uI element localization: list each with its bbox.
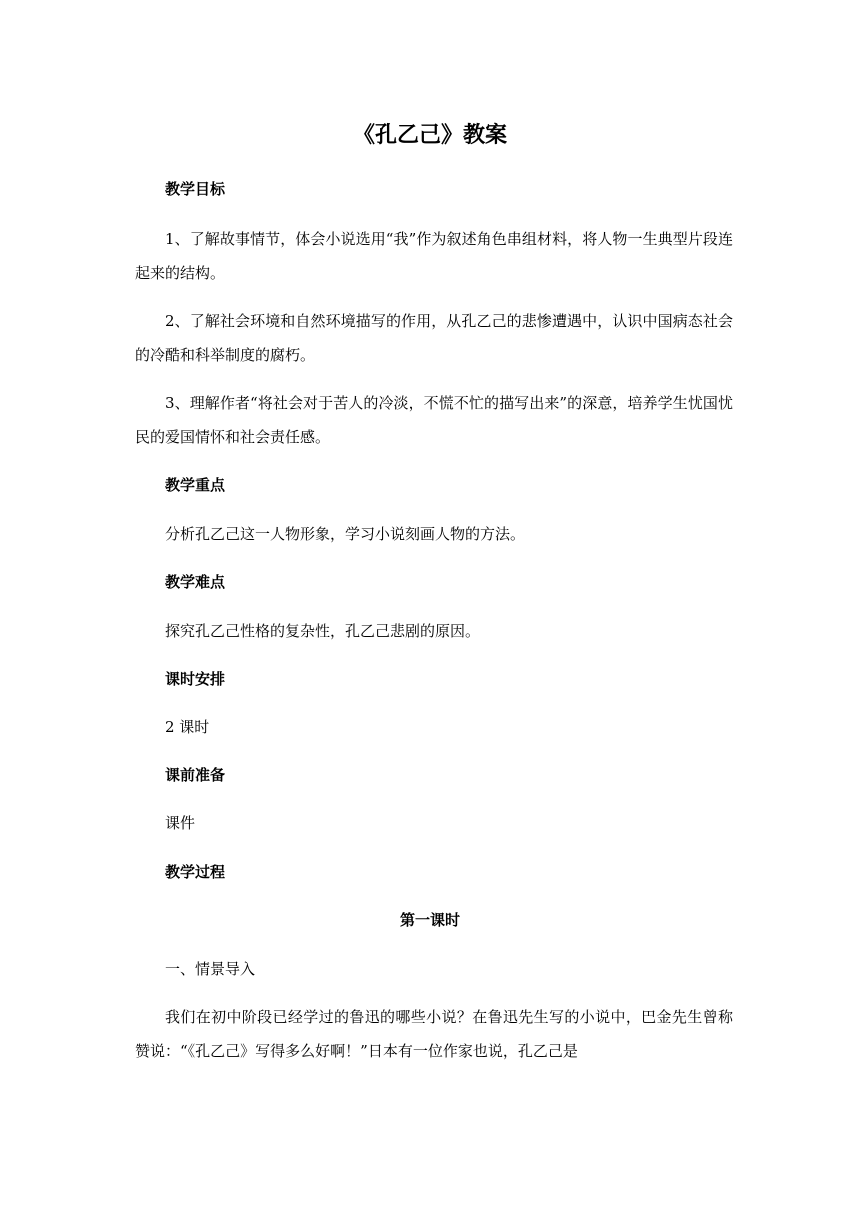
preparation-heading: 课前准备 bbox=[165, 766, 226, 784]
key-points-text: 分析孔乙己这一人物形象，学习小说刻画人物的方法。 bbox=[165, 525, 526, 543]
intro-paragraph: 我们在初中阶段已经学过的鲁迅的哪些小说？在鲁迅先生写的小说中，巴金先生曾称赞说：“《孔乙己》写得多么好啊！”日本有一位作家也说，孔乙己是 bbox=[135, 1008, 733, 1060]
lesson-title: 第一课时 bbox=[399, 911, 460, 929]
process-heading: 教学过程 bbox=[165, 863, 226, 881]
objective-item-3: 3、理解作者“将社会对于苦人的冷淡，不慌不忙的描写出来”的深意，培养学生忧国忧民的爱国情怀和社会责任感。 bbox=[135, 394, 733, 446]
difficulties-text: 探究孔乙己性格的复杂性，孔乙己悲剧的原因。 bbox=[165, 622, 481, 640]
schedule-text: 2 课时 bbox=[165, 718, 210, 736]
page-title: 《孔乙己》教案 bbox=[352, 123, 507, 148]
difficulties-heading: 教学难点 bbox=[165, 573, 226, 591]
objective-item-2: 2、了解社会环境和自然环境描写的作用，从孔乙己的悲惨遭遇中，认识中国病态社会的冷酷和科举制度的腐朽。 bbox=[135, 312, 733, 364]
key-points-heading: 教学重点 bbox=[165, 476, 226, 494]
preparation-text: 课件 bbox=[165, 814, 196, 832]
schedule-heading: 课时安排 bbox=[165, 670, 226, 688]
objectives-heading: 教学目标 bbox=[165, 180, 226, 198]
objective-item-1: 1、了解故事情节，体会小说选用“我”作为叙述角色串组材料，将人物一生典型片段连起来的结构。 bbox=[135, 230, 733, 282]
step-title: 一、情景导入 bbox=[165, 960, 256, 978]
